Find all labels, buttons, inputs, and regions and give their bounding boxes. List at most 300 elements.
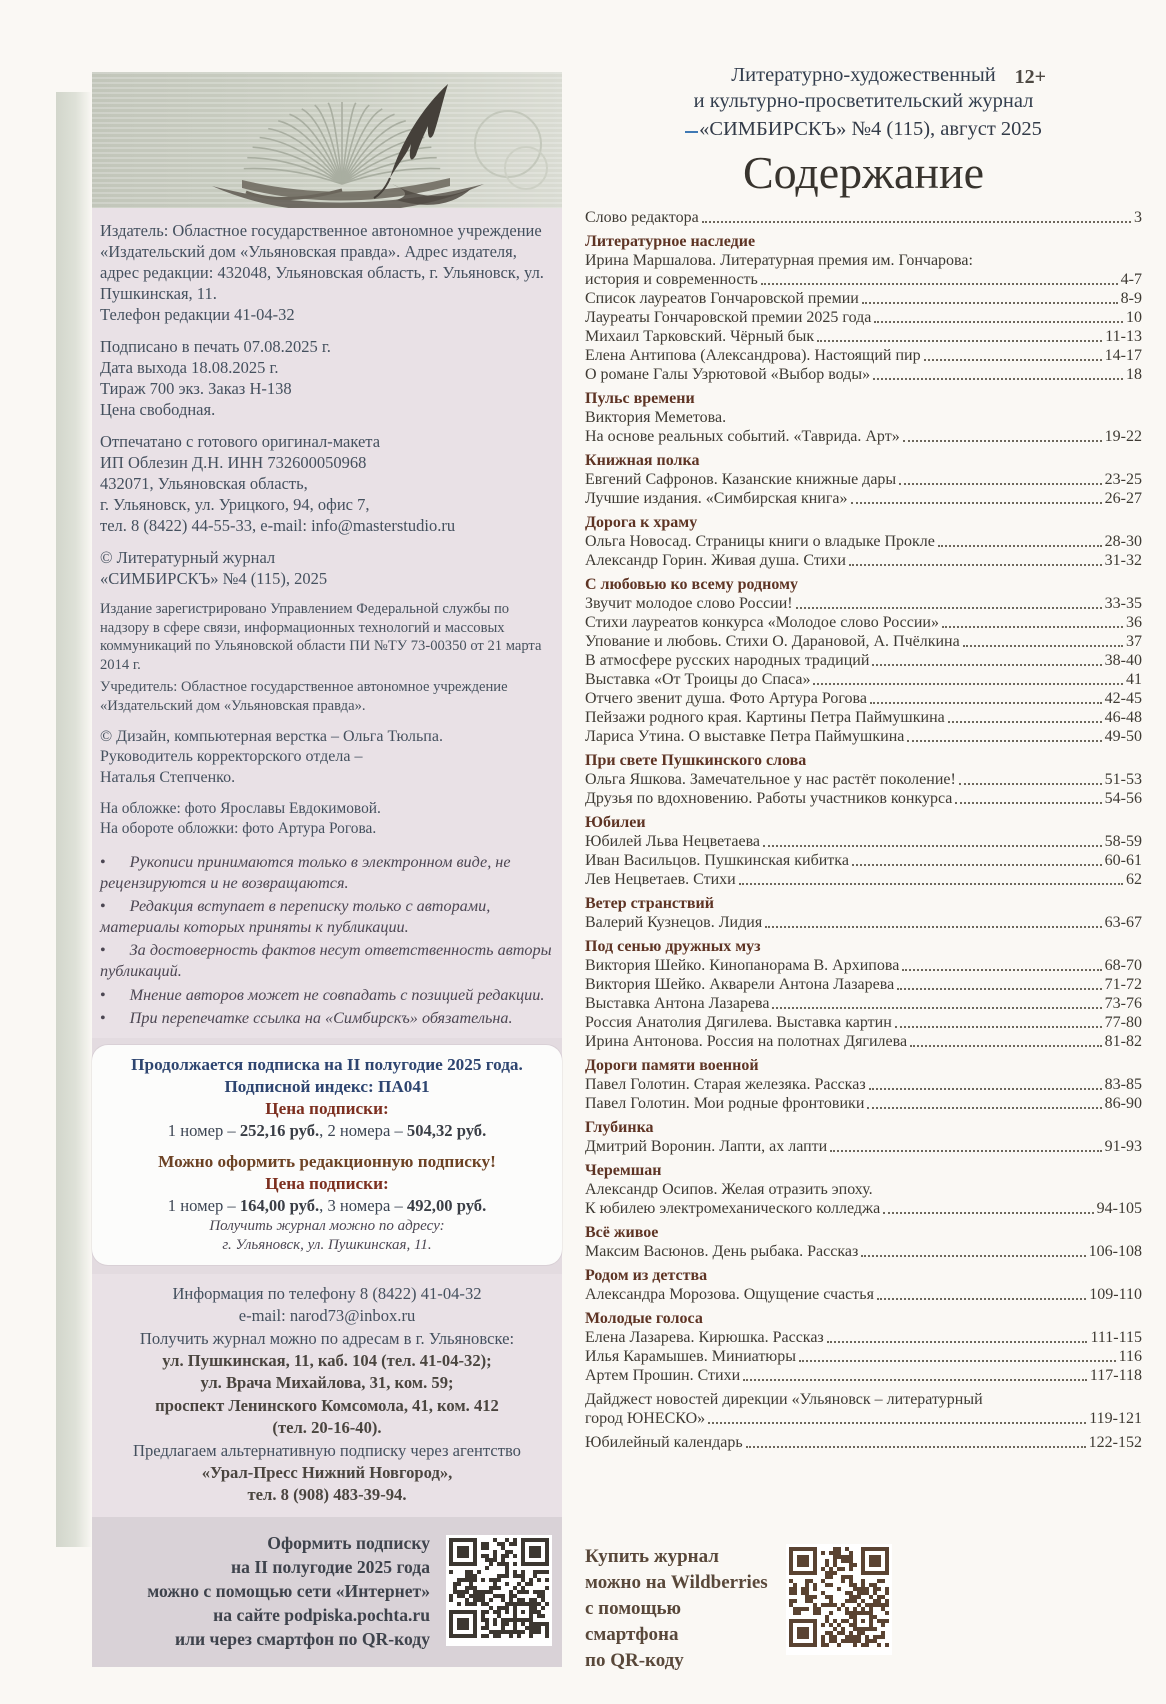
toc-leader-dots (924, 359, 1102, 361)
toc-entry-title: На основе реальных событий. «Таврида. Арт» (585, 428, 900, 445)
toc-entry-row (585, 708, 1142, 727)
print-info-line: Цена свободная. (100, 400, 216, 419)
toc-entry-row (585, 1433, 1142, 1452)
toc-entry (585, 594, 1142, 613)
toc-entry-title: Михаил Тарковский. Чёрный бык (585, 328, 815, 345)
toc-page-number: 49-50 (1104, 728, 1142, 745)
toc-entry (585, 251, 1142, 289)
editorial-subscription-line: Можно оформить редакционную подписку! (158, 1151, 496, 1171)
toc-entry-row (585, 727, 1142, 746)
toc-page-number: 38-40 (1104, 652, 1142, 669)
toc-entry-row (585, 208, 1142, 227)
toc-entry-row (585, 308, 1142, 327)
toc-entry-row (585, 1409, 1142, 1428)
toc-page-number: 14-17 (1104, 347, 1142, 364)
toc-leader-dots (867, 1107, 1101, 1109)
toc-leader-dots (869, 1088, 1102, 1090)
toc-leader-dots (955, 802, 1101, 804)
toc-entry-row (585, 427, 1142, 446)
toc-entry (585, 208, 1142, 227)
registration-paragraph: Издание зарегистрировано Управлением Федеральной службы по надзору в сфере связи, информационных технологий и массовых коммуникаций по Ульяновской области ПИ №ТУ 73-00350 от 21 марта 2014 г. (100, 601, 542, 673)
printer-line: Отпечатано с готового оригинал-макета (100, 432, 381, 451)
toc-leader-dots (870, 702, 1102, 704)
toc-page-number: 23-25 (1104, 471, 1142, 488)
journal-subtitle-line1: Литературно-художественный (731, 64, 996, 86)
toc-entry-title: Юбилейный календарь (585, 1434, 743, 1451)
subscription-band (92, 1038, 562, 1274)
contact-line: «Урал-Пресс Нижний Новгород», (201, 1463, 453, 1483)
toc-section-header: Дорога к храму (585, 514, 698, 531)
wildberries-line: можно на Wildberries (585, 1572, 768, 1593)
toc-section-header: Книжная полка (585, 452, 700, 469)
toc-section-header: Литературное наследие (585, 233, 756, 250)
editorial-note: • Рукописи принимаются только в электронном виде, не рецензируются и не возвращаются. (100, 852, 556, 893)
toc-entry-title: Отчего звенит душа. Фото Артура Рогова (585, 690, 867, 707)
toc-entry-title: Илья Карамышев. Миниатюры (585, 1348, 797, 1365)
toc-entry-row (585, 1242, 1142, 1261)
publisher-block (100, 220, 556, 325)
toc-entry-title: Виктория Шейко. Кинопанорама В. Архипова (585, 957, 900, 974)
toc-entry-title: Россия Анатолия Дягилева. Выставка картин (585, 1014, 892, 1031)
toc-entry-row (585, 651, 1142, 670)
toc-leader-dots (708, 1422, 1086, 1424)
editorial-note: • Мнение авторов может не совпадать с позицией редакции. (100, 985, 556, 1006)
printer-line: г. Ульяновск, ул. Урицкого, 94, офис 7, (100, 495, 370, 514)
wildberries-block (585, 1544, 1015, 1674)
toc-entry-line: Дайджест новостей дирекции «Ульяновск – литературный (585, 1391, 983, 1408)
toc-page-number: 19-22 (1104, 428, 1142, 445)
wildberries-line: смартфона (585, 1624, 679, 1645)
toc-page-number: 94-105 (1096, 1200, 1142, 1217)
internet-subscription-line: Оформить подписку (267, 1532, 430, 1553)
scan-underscore-artifact (685, 131, 698, 133)
design-credit-line: © Дизайн, компьютерная верстка – Ольга Тюльпа. (100, 727, 443, 745)
toc-leader-dots (903, 440, 1102, 442)
book-feather-graphic (92, 72, 562, 208)
toc-leader-dots (830, 1150, 1101, 1152)
toc-page-number: 10 (1126, 309, 1142, 326)
toc-section-header: Пульс времени (585, 390, 695, 407)
contact-line: (тел. 20-16-40). (272, 1418, 382, 1438)
toc-leader-dots (817, 340, 1102, 342)
toc-page-number: 8-9 (1120, 290, 1142, 307)
toc-entry (585, 1137, 1142, 1156)
scan-edge-artifact (56, 92, 92, 1547)
toc-entry-title: Павел Голотин. Старая железяка. Рассказ (585, 1076, 866, 1093)
print-info-line: Дата выхода 18.08.2025 г. (100, 358, 279, 377)
toc-entry (585, 651, 1142, 670)
toc-entry (585, 1013, 1142, 1032)
toc-entry (585, 994, 1142, 1013)
toc-page-number: 83-85 (1104, 1076, 1142, 1093)
toc-entry-row (585, 975, 1142, 994)
toc-entry-row (585, 851, 1142, 870)
toc-entry (585, 470, 1142, 489)
contact-line: Получить журнал можно по адресам в г. Ульяновске: (139, 1328, 515, 1348)
toc-entry-title: Елена Лазарева. Кирюшка. Рассказ (585, 1329, 824, 1346)
toc-leader-dots (895, 1026, 1102, 1028)
price2-middle: , 3 номера – (319, 1195, 407, 1215)
toc-entry-row (585, 1347, 1142, 1366)
toc-leader-dots (877, 1298, 1086, 1300)
toc-entry-title: В атмосфере русских народных традиций (585, 652, 870, 669)
toc-page-number: 28-30 (1104, 533, 1142, 550)
printer-line: ИП Облезин Д.Н. ИНН 732600050968 (100, 453, 367, 472)
internet-subscription-line: на сайте podpiska.pochta.ru (213, 1604, 430, 1625)
toc-section-header: С любовью ко всему родному (585, 576, 798, 593)
founder-paragraph: Учредитель: Областное государственное автономное учреждение «Издательский дом «Ульяновская правда». (100, 679, 508, 714)
cover-credit-line: На обложке: фото Ярославы Евдокимовой. (100, 800, 381, 818)
toc-page-number: 91-93 (1104, 1138, 1142, 1155)
journal-subtitle-line2: и культурно-просветительский журнал (693, 90, 1034, 112)
toc-entry (585, 913, 1142, 932)
toc-entry (585, 613, 1142, 632)
toc-section-header: Юбилеи (585, 814, 646, 831)
toc-leader-dots (883, 1212, 1093, 1214)
toc-entry-row (585, 832, 1142, 851)
copyright-block (100, 547, 556, 589)
toc-leader-dots (796, 607, 1102, 609)
toc-entry (585, 365, 1142, 384)
contents-column (585, 62, 1142, 1452)
editorial-notes-list (100, 852, 556, 1029)
toc-page-number: 62 (1126, 871, 1142, 888)
toc-entry (585, 289, 1142, 308)
toc-leader-dots (874, 321, 1123, 323)
toc-entry-title: Александра Морозова. Ощущение счастья (585, 1286, 874, 1303)
toc-entry-title: Друзья по вдохновению. Работы участников конкурса (585, 790, 953, 807)
toc-entry-row (585, 956, 1142, 975)
toc-entry-title: Лучшие издания. «Симбирская книга» (585, 490, 848, 507)
toc-page-number: 41 (1126, 671, 1142, 688)
toc-entry (585, 1347, 1142, 1366)
contact-line: ул. Врача Михайлова, 31, ком. 59; (200, 1373, 454, 1393)
price-label-1: Цена подписки: (265, 1098, 389, 1118)
internet-subscription-line: или через смартфон по QR-коду (175, 1628, 430, 1649)
toc-page-number: 42-45 (1104, 690, 1142, 707)
toc-entry-line: Виктория Меметова. (585, 409, 727, 426)
wildberries-qr-code (786, 1544, 892, 1655)
toc-page-number: 46-48 (1104, 709, 1142, 726)
toc-page-number: 71-72 (1104, 976, 1142, 993)
design-credits-block (100, 727, 556, 789)
contents-title: Содержание (742, 147, 985, 198)
toc-page-number: 3 (1134, 209, 1142, 226)
internet-subscription-text (98, 1531, 430, 1651)
toc-entry-row (585, 789, 1142, 808)
toc-entry (585, 346, 1142, 365)
toc-page-number: 4-7 (1120, 271, 1142, 288)
toc-entry-title: Пейзажи родного края. Картины Петра Паймушкина (585, 709, 945, 726)
toc-leader-dots (743, 1379, 1087, 1381)
price1-value1: 252,16 руб. (239, 1120, 320, 1140)
toc-entry (585, 1366, 1142, 1385)
toc-entry-row (585, 551, 1142, 570)
toc-section-header: Дороги памяти военной (585, 1057, 759, 1074)
toc-leader-dots (910, 1045, 1102, 1047)
copyright-line: © Литературный журнал (100, 548, 276, 567)
pickup-note-line2: г. Ульяновск, ул. Пушкинская, 11. (222, 1236, 432, 1253)
toc-entry-title: Ольга Яшкова. Замечательное у нас растёт поколение! (585, 771, 956, 788)
toc-entry-row (585, 632, 1142, 651)
toc-page-number: 54-56 (1104, 790, 1142, 807)
subscription-box (92, 1045, 562, 1265)
toc-entry (585, 1032, 1142, 1051)
toc-page-number: 33-35 (1104, 595, 1142, 612)
subscription-index: Подписной индекс: ПА041 (224, 1076, 430, 1096)
toc-page-number: 37 (1126, 633, 1142, 650)
toc-entry-row (585, 270, 1142, 289)
toc-leader-dots (702, 221, 1131, 223)
toc-page-number: 36 (1126, 614, 1142, 631)
toc-entry-title: история и современность (585, 271, 758, 288)
toc-page-number: 51-53 (1104, 771, 1142, 788)
price-line-2 (104, 1195, 550, 1217)
toc-section-header: Ветер странствий (585, 895, 714, 912)
toc-entry-title: Выставка «От Троицы до Спаса» (585, 671, 811, 688)
toc-leader-dots (746, 1446, 1086, 1448)
price1-middle: , 2 номера – (319, 1120, 407, 1140)
price-line-1 (104, 1120, 550, 1142)
toc-page-number: 18 (1126, 366, 1142, 383)
toc-entry-title: город ЮНЕСКО» (585, 1410, 706, 1427)
toc-page-number: 122-152 (1088, 1434, 1142, 1451)
toc-leader-dots (739, 883, 1123, 885)
toc-section-header: При свете Пушкинского слова (585, 752, 807, 769)
age-rating-badge: 12+ (1014, 66, 1046, 88)
toc-entry-title: О романе Галы Узрютовой «Выбор воды» (585, 366, 871, 383)
toc-entry (585, 789, 1142, 808)
toc-entry (585, 327, 1142, 346)
toc-leader-dots (772, 1007, 1101, 1009)
print-info-line: Подписано в печать 07.08.2025 г. (100, 337, 331, 356)
toc-entry-title: Ирина Антонова. Россия на полотнах Дягилева (585, 1033, 908, 1050)
pickup-note-line1: Получить журнал можно по адресу: (209, 1217, 445, 1234)
toc-entry-row (585, 1094, 1142, 1113)
toc-entry-row (585, 870, 1142, 889)
toc-entry (585, 975, 1142, 994)
contact-line: e-mail: narod73@inbox.ru (238, 1306, 416, 1326)
toc-leader-dots (897, 988, 1102, 990)
toc-entry-row (585, 470, 1142, 489)
copyright-line: «СИМБИРСКЪ» №4 (115), 2025 (100, 569, 328, 588)
toc-entry-row (585, 1285, 1142, 1304)
toc-page-number: 68-70 (1104, 957, 1142, 974)
toc-page-number: 109-110 (1089, 1286, 1142, 1303)
toc-entry (585, 632, 1142, 651)
toc-entry-row (585, 1328, 1142, 1347)
toc-leader-dots (851, 502, 1102, 504)
toc-page-number: 26-27 (1104, 490, 1142, 507)
internet-subscription-line: на II полугодие 2025 года (230, 1556, 430, 1577)
wildberries-line: с помощью (585, 1598, 682, 1619)
toc-entry-title: Виктория Шейко. Акварели Антона Лазарева (585, 976, 895, 993)
contact-line: проспект Ленинского Комсомола, 41, ком. 412 (155, 1395, 499, 1415)
toc-section-header: Черемшан (585, 1162, 662, 1179)
toc-entry (585, 1242, 1142, 1261)
toc-entry-title: Александр Горин. Живая душа. Стихи (585, 552, 846, 569)
toc-entry-title: Иван Васильцов. Пушкинская кибитка (585, 852, 849, 869)
printer-block (100, 431, 556, 536)
imprint-column (92, 72, 562, 1667)
toc-page-number: 81-82 (1104, 1033, 1142, 1050)
contact-block (92, 1274, 562, 1517)
toc-entry (585, 408, 1142, 446)
toc-leader-dots (938, 545, 1102, 547)
toc-page-number: 86-90 (1104, 1095, 1142, 1112)
toc-entry-title: Стихи лауреатов конкурса «Молодое слово России» (585, 614, 939, 631)
internet-subscription-band (92, 1517, 562, 1667)
editorial-note: • При перепечатке ссылка на «Симбирскъ» обязательна. (100, 1008, 556, 1029)
design-credit-line: Наталья Степченко. (100, 768, 236, 786)
toc-entry-row (585, 689, 1142, 708)
toc-leader-dots (765, 926, 1102, 928)
price1-prefix: 1 номер – (167, 1120, 240, 1140)
toc-entry-line: Александр Осипов. Желая отразить эпоху. (585, 1181, 873, 1198)
price2-prefix: 1 номер – (167, 1195, 240, 1215)
journal-issue-text: «СИМБИРСКЪ» №4 (115), август 2025 (699, 118, 1042, 140)
wildberries-line: по QR-коду (585, 1650, 684, 1671)
toc-entry-line: Ирина Маршалова. Литературная премия им. Гончарова: (585, 252, 973, 269)
toc-entry-title: Слово редактора (585, 209, 699, 226)
toc-entry (585, 551, 1142, 570)
wildberries-text (585, 1544, 768, 1674)
toc-entry-row (585, 1137, 1142, 1156)
toc-entry-title: Павел Голотин. Мои родные фронтовики (585, 1095, 865, 1112)
cover-credit-line: На обороте обложки: фото Артура Рогова. (100, 819, 377, 837)
journal-issue-line (585, 116, 1142, 143)
toc-entry-row (585, 1013, 1142, 1032)
toc-entry-row (585, 770, 1142, 789)
toc-leader-dots (761, 283, 1118, 285)
toc-entry-row (585, 913, 1142, 932)
toc-entry-title: Звучит молодое слово России! (585, 595, 793, 612)
toc-leader-dots (763, 845, 1102, 847)
toc-entry (585, 770, 1142, 789)
price1-value2: 504,32 руб. (406, 1120, 487, 1140)
toc-leader-dots (852, 864, 1102, 866)
toc-leader-dots (849, 564, 1102, 566)
toc-entry-row (585, 532, 1142, 551)
toc-leader-dots (902, 969, 1101, 971)
toc-entry (585, 832, 1142, 851)
toc-page-number: 73-76 (1104, 995, 1142, 1012)
toc-entry-title: Лариса Утина. О выставке Петра Паймушкина (585, 728, 905, 745)
toc-page-number: 31-32 (1104, 552, 1142, 569)
toc-entry (585, 1390, 1142, 1428)
toc-page-number: 58-59 (1104, 833, 1142, 850)
toc-entry-row (585, 346, 1142, 365)
toc-entry-title: Упование и любовь. Стихи О. Дарановой, А. Пчёлкина (585, 633, 960, 650)
toc-entry (585, 1285, 1142, 1304)
toc-entry-row (585, 1199, 1142, 1218)
toc-entry (585, 1433, 1142, 1452)
toc-entry-title: Артем Прошин. Стихи (585, 1367, 741, 1384)
toc-leader-dots (963, 645, 1123, 647)
cover-credits-block (100, 799, 556, 838)
editorial-note: • За достоверность фактов несут ответственность авторы публикаций. (100, 940, 556, 981)
toc-entry-row (585, 365, 1142, 384)
toc-entry (585, 532, 1142, 551)
toc-leader-dots (899, 483, 1102, 485)
toc-section-header: Всё живое (585, 1224, 659, 1241)
post-qr-code (446, 1535, 552, 1646)
toc-entry (585, 956, 1142, 975)
toc-leader-dots (942, 626, 1123, 628)
toc-leader-dots (948, 721, 1102, 723)
toc-entry (585, 851, 1142, 870)
toc-page-number: 77-80 (1104, 1014, 1142, 1031)
wildberries-line: Купить журнал (585, 1546, 719, 1567)
toc-page-number: 60-61 (1104, 852, 1142, 869)
toc-section-header: Глубинка (585, 1119, 654, 1136)
toc-entry (585, 870, 1142, 889)
toc-entry (585, 708, 1142, 727)
toc-entry-row (585, 1032, 1142, 1051)
toc-entry-row (585, 594, 1142, 613)
editorial-note: • Редакция вступает в переписку только с авторами, материалы которых приняты к публикации. (100, 896, 556, 937)
toc-page-number: 106-108 (1088, 1243, 1142, 1260)
toc-page-number: 119-121 (1089, 1410, 1142, 1427)
toc-section-header: Под сенью дружных муз (585, 938, 761, 955)
toc-entry-title: Выставка Антона Лазарева (585, 995, 770, 1012)
print-info-block (100, 336, 556, 420)
print-info-line: Тираж 700 экз. Заказ Н-138 (100, 379, 292, 398)
toc-leader-dots (827, 1341, 1088, 1343)
toc-entry (585, 1180, 1142, 1218)
price-label-2: Цена подписки: (265, 1173, 389, 1193)
toc-leader-dots (959, 783, 1102, 785)
toc-entry-row (585, 1366, 1142, 1385)
toc-entry (585, 689, 1142, 708)
contact-line: Предлагаем альтернативную подписку через агентство (133, 1440, 521, 1460)
price2-value1: 164,00 руб. (239, 1195, 320, 1215)
toc-entry-title: Евгений Сафронов. Казанские книжные дары (585, 471, 897, 488)
toc-entry (585, 1075, 1142, 1094)
toc-entry (585, 727, 1142, 746)
toc-list (585, 208, 1142, 1452)
toc-entry-row (585, 327, 1142, 346)
price2-value2: 492,00 руб. (406, 1195, 487, 1215)
toc-entry-title: Дмитрий Воронин. Лапти, ах лапти (585, 1138, 828, 1155)
toc-entry-title: Лев Нецветаев. Стихи (585, 871, 736, 888)
toc-entry-title: Лауреаты Гончаровской премии 2025 года (585, 309, 872, 326)
imprint-text-block (92, 208, 562, 1038)
toc-entry-title: Елена Антипова (Александрова). Настоящий пир (585, 347, 921, 364)
toc-page-number: 11-13 (1105, 328, 1142, 345)
toc-entry-row (585, 613, 1142, 632)
toc-entry-row (585, 1075, 1142, 1094)
editorial-phone-line: Телефон редакции 41-04-32 (100, 305, 295, 324)
toc-entry-title: Юбилей Льва Нецветаева (585, 833, 761, 850)
contact-line: ул. Пушкинская, 11, каб. 104 (тел. 41-04-32); (162, 1351, 492, 1371)
toc-page-number: 117-118 (1089, 1367, 1142, 1384)
toc-entry (585, 670, 1142, 689)
toc-page-number: 116 (1118, 1348, 1142, 1365)
toc-leader-dots (873, 378, 1123, 380)
toc-entry-title: Ольга Новосад. Страницы книги о владыке Прокле (585, 533, 935, 550)
toc-leader-dots (813, 683, 1123, 685)
subscription-heading: Продолжается подписка на II полугодие 2025 года. (131, 1054, 523, 1074)
toc-entry-title: Валерий Кузнецов. Лидия (585, 914, 763, 931)
printer-line: тел. 8 (8422) 44-55-33, e-mail: info@masterstudio.ru (100, 516, 456, 535)
publisher-paragraph: Издатель: Областное государственное автономное учреждение «Издательский дом «Ульяновская правда». Адрес издателя, адрес редакции: 432048, Ульяновская область, г. Ульяновск, ул. Пушкинская, 11. (100, 221, 544, 303)
toc-section-header: Молодые голоса (585, 1310, 703, 1327)
toc-entry-title: Максим Васюнов. День рыбака. Рассказ (585, 1243, 859, 1260)
toc-leader-dots (907, 740, 1101, 742)
toc-entry-title: К юбилею электромеханического колледжа (585, 1200, 881, 1217)
contact-line: Информация по телефону 8 (8422) 41-04-32 (172, 1283, 482, 1303)
